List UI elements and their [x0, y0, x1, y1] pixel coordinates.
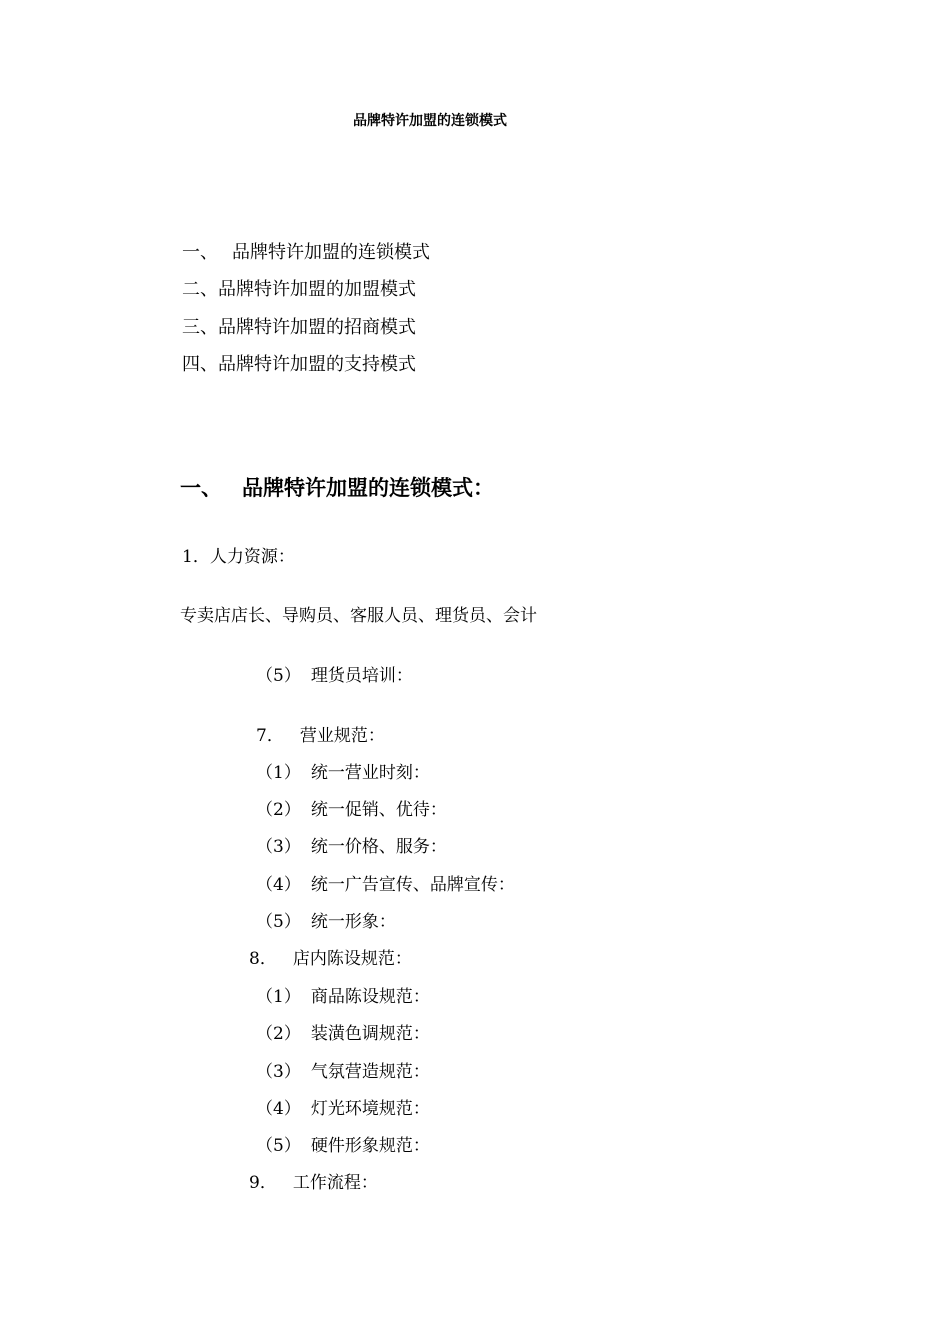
list-item [256, 907, 396, 932]
list-item [256, 982, 430, 1007]
list-item [256, 1131, 430, 1156]
item-number: （2） [256, 1024, 301, 1044]
list-item [256, 1057, 430, 1082]
list-item [256, 758, 430, 783]
item-number: （5） [256, 1136, 301, 1156]
toc-item [182, 313, 416, 339]
list-item [256, 795, 447, 820]
training-item [256, 661, 413, 686]
section8-text: 店内陈设规范： [292, 949, 412, 969]
hr-number: 1． [182, 547, 210, 567]
section7-text: 营业规范： [299, 726, 385, 746]
toc-text: 品牌特许加盟的连锁模式 [232, 242, 430, 263]
section8-heading [249, 944, 412, 969]
item-text: 气氛营造规范： [310, 1062, 430, 1082]
item-number: （1） [256, 987, 301, 1007]
section-title: 品牌特许加盟的连锁模式： [242, 476, 494, 500]
list-item [256, 1019, 430, 1044]
toc-text: 品牌特许加盟的支持模式 [218, 354, 416, 375]
item-text: 理货员培训： [310, 666, 413, 686]
toc-item [182, 238, 430, 264]
toc-number: 三、 [182, 317, 218, 338]
toc-number: 一、 [182, 242, 218, 263]
hr-heading [182, 542, 295, 567]
item-number: （3） [256, 837, 301, 857]
item-text: 统一形象： [310, 912, 396, 932]
item-number: （5） [256, 666, 301, 686]
toc-number: 二、 [182, 279, 218, 300]
item-number: （3） [256, 1062, 301, 1082]
item-text: 装潢色调规范： [310, 1024, 430, 1044]
list-item [256, 1094, 430, 1119]
item-text: 统一价格、服务： [310, 837, 447, 857]
list-item [256, 870, 515, 895]
item-number: （1） [256, 763, 301, 783]
document-title: 品牌特许加盟的连锁模式 [353, 113, 507, 129]
item-text: 统一营业时刻： [310, 763, 430, 783]
item-text: 灯光环境规范： [310, 1099, 430, 1119]
section9-text: 工作流程： [292, 1173, 378, 1193]
toc-text: 品牌特许加盟的招商模式 [218, 317, 416, 338]
section8-number: 8． [249, 949, 277, 969]
section-heading [180, 472, 494, 502]
section-number: 一、 [180, 476, 222, 500]
section7-number: 7． [256, 726, 284, 746]
toc-text: 品牌特许加盟的加盟模式 [218, 279, 416, 300]
section7-heading [256, 721, 385, 746]
toc-item [182, 350, 416, 376]
toc-item [182, 275, 416, 301]
item-text: 硬件形象规范： [310, 1136, 430, 1156]
item-text: 统一促销、优待： [310, 800, 447, 820]
item-number: （5） [256, 912, 301, 932]
item-text: 商品陈设规范： [310, 987, 430, 1007]
item-number: （4） [256, 875, 301, 895]
staff-list: 专卖店店长、导购员、客服人员、理货员、会计 [180, 606, 537, 626]
item-number: （4） [256, 1099, 301, 1119]
item-number: （2） [256, 800, 301, 820]
hr-text: 人力资源： [209, 547, 295, 567]
item-text: 统一广告宣传、品牌宣传： [310, 875, 515, 895]
section9-number: 9． [249, 1173, 277, 1193]
toc-number: 四、 [182, 354, 218, 375]
list-item [256, 832, 447, 857]
section9-heading [249, 1168, 378, 1193]
